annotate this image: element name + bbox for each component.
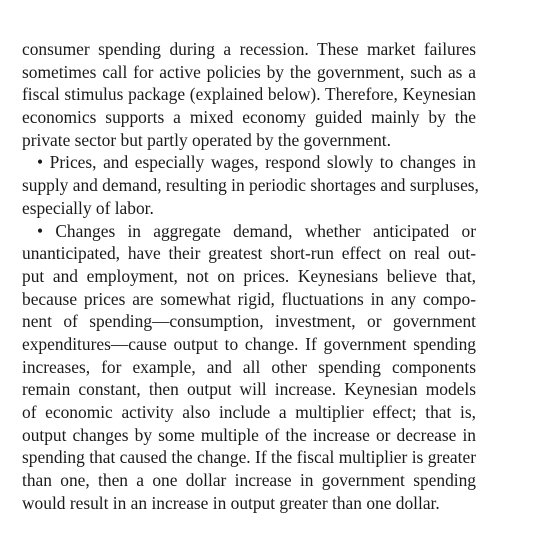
text-line: spending that caused the change. If the fiscal multiplier is greater — [22, 447, 476, 468]
text-line: expenditures—cause output to change. If government spending — [22, 333, 476, 354]
text-line: supply and demand, resulting in periodic shortages and surpluses, — [22, 175, 479, 196]
text-line: unanticipated, have their greatest short-run effect on real out- — [22, 243, 476, 264]
text-line: private sector but partly operated by the government. — [22, 129, 391, 150]
text-line: nent of spending—consumption, investment, or government — [22, 311, 476, 332]
text-line: especially of labor. — [22, 197, 154, 218]
text-line: • Changes in aggregate demand, whether anticipated or — [37, 220, 476, 241]
bullet-item-aggregate-demand — [22, 220, 476, 515]
paragraph-market-failures — [22, 38, 476, 151]
text-line: output changes by some multiple of the increase or decrease in — [22, 424, 476, 445]
text-line: • Prices, and especially wages, respond slowly to changes in — [37, 152, 476, 173]
text-line: would result in an increase in output greater than one dollar. — [22, 492, 440, 513]
text-line: fiscal stimulus package (explained below). Therefore, Keynesian — [22, 84, 476, 105]
text-line: increases, for example, and all other spending components — [22, 356, 476, 377]
text-line: remain constant, then output will increase. Keynesian models — [22, 379, 476, 400]
text-line: consumer spending during a recession. These market failures — [22, 39, 476, 59]
text-line: economics supports a mixed economy guided mainly by the — [22, 107, 476, 128]
text-line: sometimes call for active policies by the government, such as a — [22, 61, 476, 82]
bullet-item-prices-wages — [22, 151, 479, 219]
text-line: because prices are somewhat rigid, fluctuations in any compo- — [22, 288, 476, 309]
document-page — [22, 38, 479, 514]
text-line: of economic activity also include a multiplier effect; that is, — [22, 402, 476, 422]
text-line: than one, then a one dollar increase in government spending — [22, 470, 476, 491]
text-line: put and employment, not on prices. Keynesians believe that, — [22, 265, 476, 286]
